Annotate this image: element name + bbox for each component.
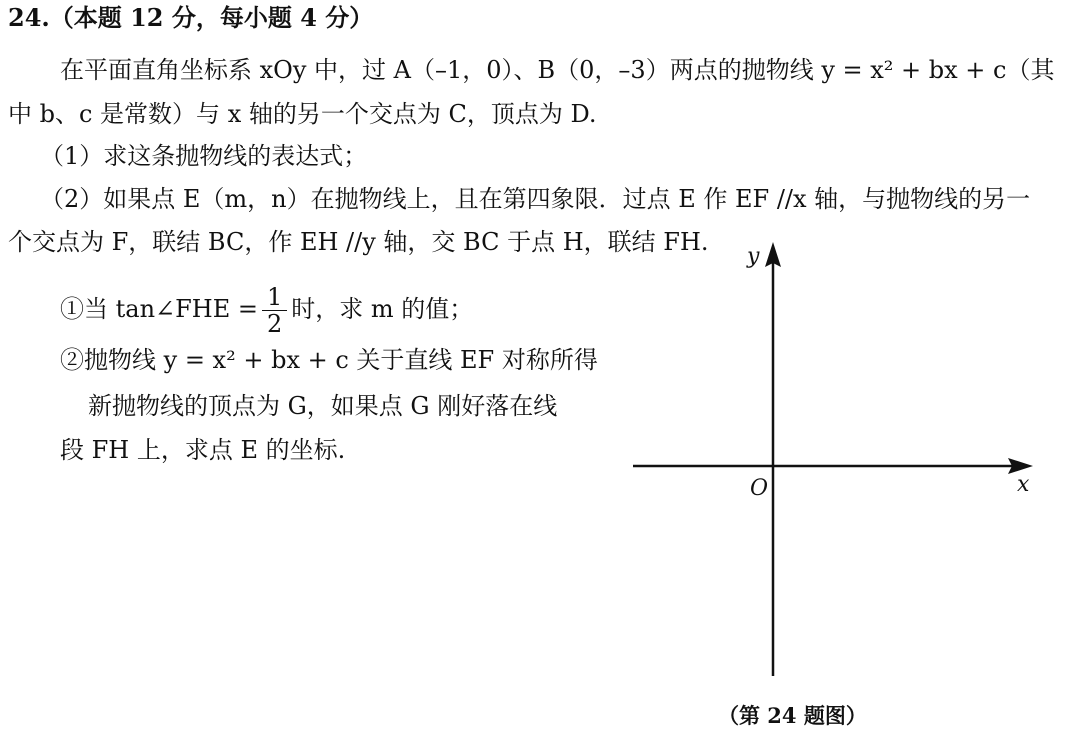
problem-header: 24.（本题 12 分，每小题 4 分） <box>8 3 374 32</box>
sub1-prefix: ①当 tan∠FHE = <box>60 295 258 323</box>
fraction-denominator: 2 <box>267 310 283 338</box>
intro-line-1: 在平面直角坐标系 xOy 中，过 A（–1，0）、B（0，–3）两点的抛物线 y = x² + bx + c（其 <box>60 56 1055 84</box>
sub-question-2-line-1: ②抛物线 y = x² + bx + c 关于直线 EF 对称所得 <box>60 346 598 374</box>
sub-question-2-line-3: 段 FH 上，求点 E 的坐标. <box>60 436 346 464</box>
intro-line-2: 中 b、c 是常数）与 x 轴的另一个交点为 C，顶点为 D. <box>8 100 597 128</box>
sub-question-2-line-2: 新抛物线的顶点为 G，如果点 G 刚好落在线 <box>88 392 558 420</box>
figure-caption: （第 24 题图） <box>718 703 867 728</box>
x-axis-label: x <box>1017 472 1030 497</box>
part-1: （1）求这条抛物线的表达式； <box>40 142 368 170</box>
part-2-line-1: （2）如果点 E（m，n）在抛物线上，且在第四象限．过点 E 作 EF //x 轴，与抛物线的另一 <box>40 185 1031 213</box>
sub1-suffix: 时，求 m 的值； <box>291 295 474 323</box>
origin-label: O <box>750 476 769 501</box>
fraction-numerator: 1 <box>262 284 287 311</box>
part-2-line-2: 个交点为 F，联结 BC，作 EH //y 轴，交 BC 于点 H，联结 FH. <box>8 228 709 256</box>
y-axis-label: y <box>747 244 760 269</box>
